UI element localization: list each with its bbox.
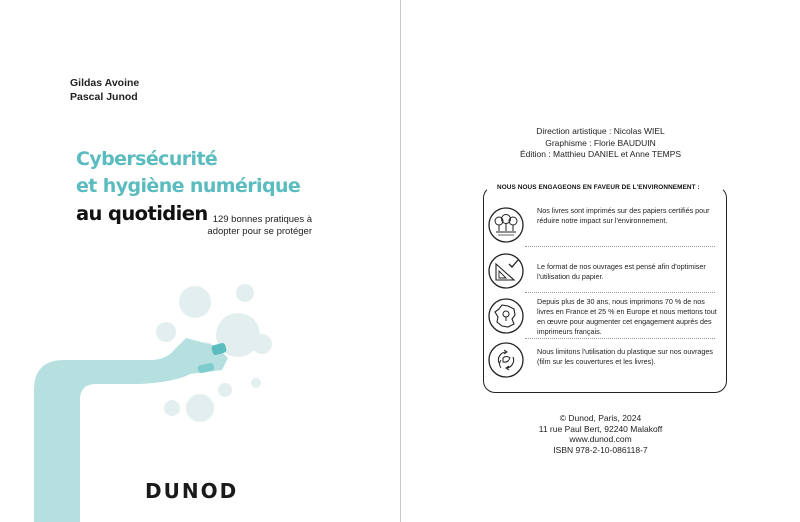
environment-item-text: Nous limitons l'utilisation du plastique sur nos ouvrages (film sur les couvertures et les livres). — [537, 347, 713, 366]
credit-line: Graphisme : Florie BAUDUIN — [545, 137, 656, 148]
author-name: Pascal Junod — [70, 91, 138, 103]
authors — [70, 76, 139, 104]
forest-certification-icon — [487, 206, 525, 244]
book-subtitle: 129 bonnes pratiques à adopter pour se protéger — [207, 214, 312, 237]
copyright-line: © Dunod, Paris, 2024 — [559, 413, 642, 423]
paper-optimization-icon — [487, 252, 525, 290]
environment-item-text: Depuis plus de 30 ans, nous imprimons 70 % de nos livres en France et 25 % en Europe et nous mettons tout en œuvre pour augmenter cet engagement auprès des imprimeurs français. — [537, 297, 717, 336]
environment-heading: NOUS NOUS ENGAGEONS EN FAVEUR DE L'ENVIRONNEMENT : — [493, 184, 704, 191]
environment-item — [485, 252, 725, 294]
website-line: www.dunod.com — [569, 434, 632, 444]
environment-item — [485, 206, 725, 248]
copyright-page — [401, 0, 800, 522]
environment-item — [485, 341, 725, 383]
publisher-info — [401, 413, 800, 455]
title-line: Cybersécurité — [76, 148, 218, 170]
credit-line: Direction artistique : Nicolas WIEL — [536, 126, 665, 136]
isbn-line: ISBN 978-2-10-086118-7 — [553, 444, 648, 455]
credit-line: Édition : Matthieu DANIEL et Anne TEMPS — [519, 149, 682, 159]
plastic-reduction-icon — [487, 341, 525, 379]
item-divider — [525, 338, 715, 339]
title-line: et hygiène numérique — [76, 175, 301, 197]
item-divider — [525, 292, 715, 293]
environment-item-text: Le format de nos ouvrages est pensé afin d'optimiser l'utilisation du papier. — [537, 262, 706, 281]
address-line: 11 rue Paul Bert, 92240 Malakoff — [538, 423, 663, 434]
title-line: au quotidien — [76, 202, 208, 225]
item-divider — [525, 246, 715, 247]
environment-item-text: Nos livres sont imprimés sur des papiers certifiés pour réduire notre impact sur l'environnement. — [537, 206, 710, 225]
france-map-icon — [487, 297, 525, 335]
author-name: Gildas Avoine — [70, 77, 140, 89]
credits — [401, 126, 800, 161]
environment-item — [485, 297, 725, 339]
publisher-logo: DUNOD — [145, 479, 239, 503]
